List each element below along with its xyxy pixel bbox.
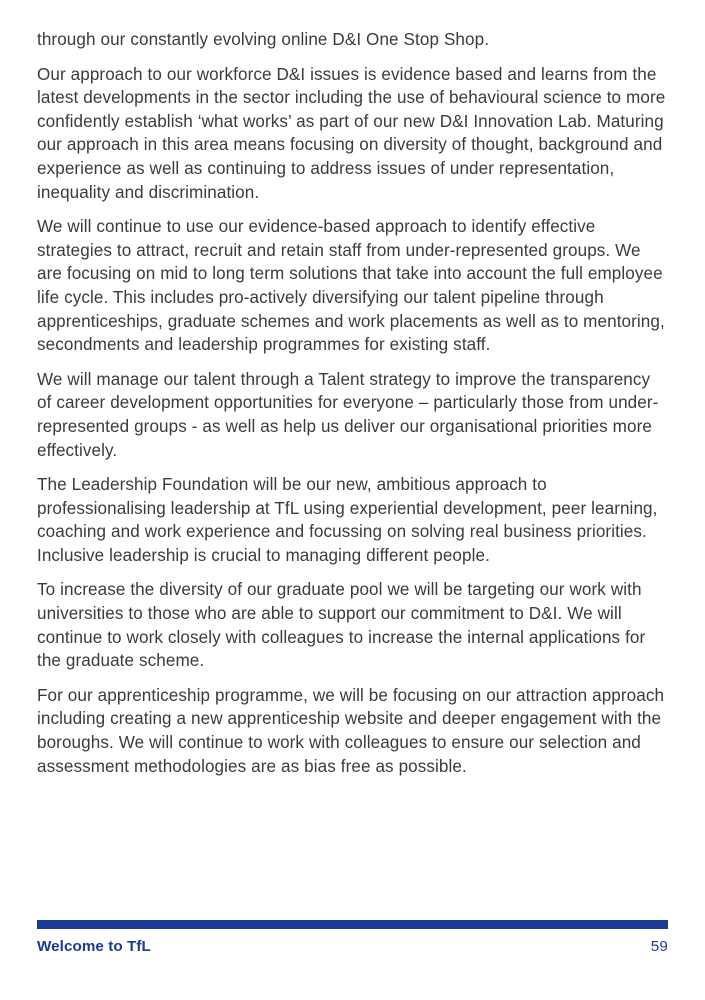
footer-section-label: Welcome to TfL: [37, 938, 151, 955]
paragraph: The Leadership Foundation will be our new, ambitious approach to professionalising leadership at TfL using experiential development, peer learning, coaching and work experience and focussing on solving real business priorities. Inclusive leadership is crucial to managing different people.: [37, 475, 658, 565]
footer-row: [37, 937, 668, 957]
paragraph: To increase the diversity of our graduate pool we will be targeting our work with universities to those who are able to support our commitment to D&I. We will continue to work closely with colleagues to increase the internal applications for the graduate scheme.: [37, 580, 646, 671]
paragraph: For our apprenticeship programme, we will be focusing on our attraction approach including creating a new apprenticeship website and deeper engagement with the boroughs. We will continue to work with colleagues to ensure our selection and assessment methodologies are as bias free as possible.: [37, 685, 665, 776]
paragraph: We will manage our talent through a Talent strategy to improve the transparency of career development opportunities for everyone – particularly those from under-represented groups - as well as help us deliver our organisational priorities more effectively.: [37, 369, 659, 460]
paragraph: Our approach to our workforce D&I issues is evidence based and learns from the latest developments in the sector including the use of behavioural science to more confidently establish ‘what works’ as part of our new D&I Innovation Lab. Maturing our approach in this area means focusing on diversity of thought, background and experience as well as continuing to address issues of under representation, inequality and discrimination.: [37, 64, 666, 202]
paragraph: through our constantly evolving online D&I One Stop Shop.: [37, 30, 490, 49]
footer-divider-rule: [37, 920, 668, 929]
paragraph: We will continue to use our evidence-based approach to identify effective strategies to attract, recruit and retain staff from under-represented groups. We are focusing on mid to long term solutions that take into account the full employee life cycle. This includes pro-actively diversifying our talent pipeline through apprenticeships, graduate schemes and work placements as well as to mentoring, secondments and leadership programmes for existing staff.: [37, 217, 665, 355]
page-body: [37, 28, 667, 778]
page-footer: [37, 920, 668, 1000]
page-number: 59: [650, 938, 668, 955]
